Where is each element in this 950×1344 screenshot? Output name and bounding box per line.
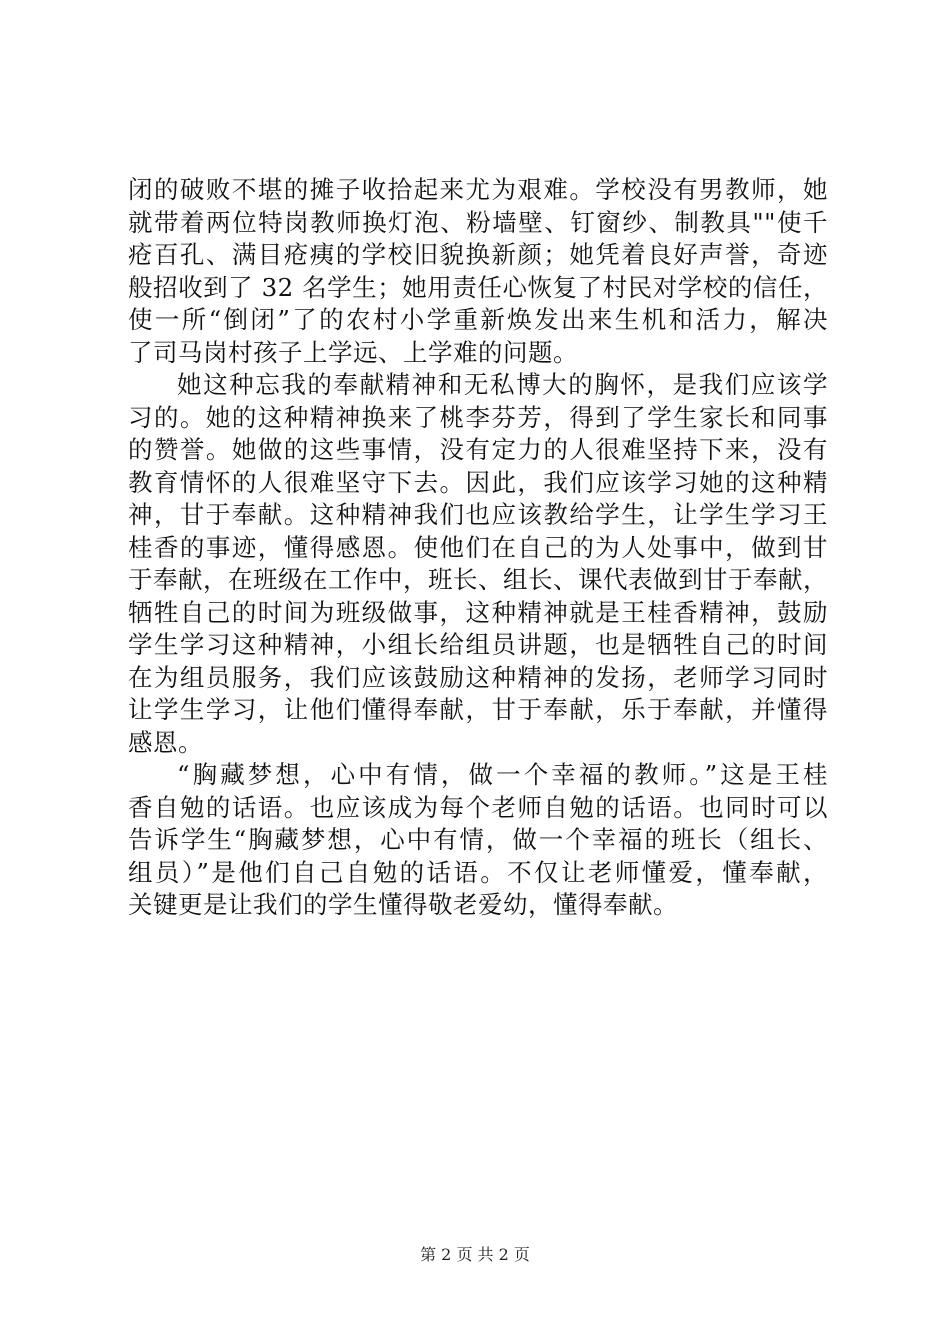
text-line: 牺牲自己的时间为班级做事，这种精神就是王桂香精神，鼓励 <box>128 597 828 627</box>
text-line: 桂香的事迹，懂得感恩。使他们在自己的为人处事中，做到甘 <box>128 532 828 562</box>
paragraph <box>128 174 828 369</box>
text-line: 告诉学生“胸藏梦想，心中有情，做一个幸福的班长（组长、 <box>128 825 828 854</box>
text-line: 使一所“倒闭”了的农村小学重新焕发出来生机和活力，解决 <box>128 305 828 334</box>
paragraph <box>128 369 828 759</box>
text-line: 疮百孔、满目疮痍的学校旧貌换新颜；她凭着良好声誉，奇迹 <box>128 240 828 269</box>
text-line: 学生学习这种精神，小组长给组员讲题，也是牺牲自己的时间 <box>128 630 828 659</box>
text-line: 的赞誉。她做的这些事情，没有定力的人很难坚持下来，没有 <box>128 435 828 464</box>
text-line: 习的。她的这种精神换来了桃李芬芳，得到了学生家长和同事 <box>128 402 828 432</box>
text-line: 了司马岗村孩子上学远、上学难的问题。 <box>128 337 578 367</box>
text-line: 让学生学习，让他们懂得奉献，甘于奉献，乐于奉献，并懂得 <box>128 695 828 724</box>
text-line: 闭的破败不堪的摊子收拾起来尤为艰难。学校没有男教师，她 <box>128 175 828 204</box>
text-line: 香自勉的话语。也应该成为每个老师自勉的话语。也同时可以 <box>128 792 828 822</box>
text-line: 感恩。 <box>128 727 203 757</box>
text-line: 关键更是让我们的学生懂得敬老爱幼，懂得奉献。 <box>128 890 678 919</box>
text-line: 神，甘于奉献。这种精神我们也应该教给学生，让学生学习王 <box>128 500 828 529</box>
text-line: 于奉献，在班级在工作中，班长、组长、课代表做到甘于奉献， <box>128 565 828 594</box>
document-body <box>128 174 828 922</box>
text-line: 在为组员服务，我们应该鼓励这种精神的发扬，老师学习同时 <box>128 662 828 692</box>
text-line: 组员）”是他们自己自勉的话语。不仅让老师懂爱，懂奉献， <box>128 857 828 887</box>
text-line: “胸藏梦想，心中有情，做一个幸福的教师。”这是王桂 <box>177 760 828 789</box>
text-line: 般招收到了 32 名学生；她用责任心恢复了村民对学校的信任， <box>128 272 828 302</box>
text-line: 她这种忘我的奉献精神和无私博大的胸怀，是我们应该学 <box>177 370 828 399</box>
text-line: 教育情怀的人很难坚守下去。因此，我们应该学习她的这种精 <box>128 467 828 497</box>
text-line: 就带着两位特岗教师换灯泡、粉墙壁、钉窗纱、制教具""使千 <box>128 207 828 237</box>
paragraph <box>128 759 828 922</box>
page-footer: 第 2 页 共 2 页 <box>420 1245 530 1264</box>
